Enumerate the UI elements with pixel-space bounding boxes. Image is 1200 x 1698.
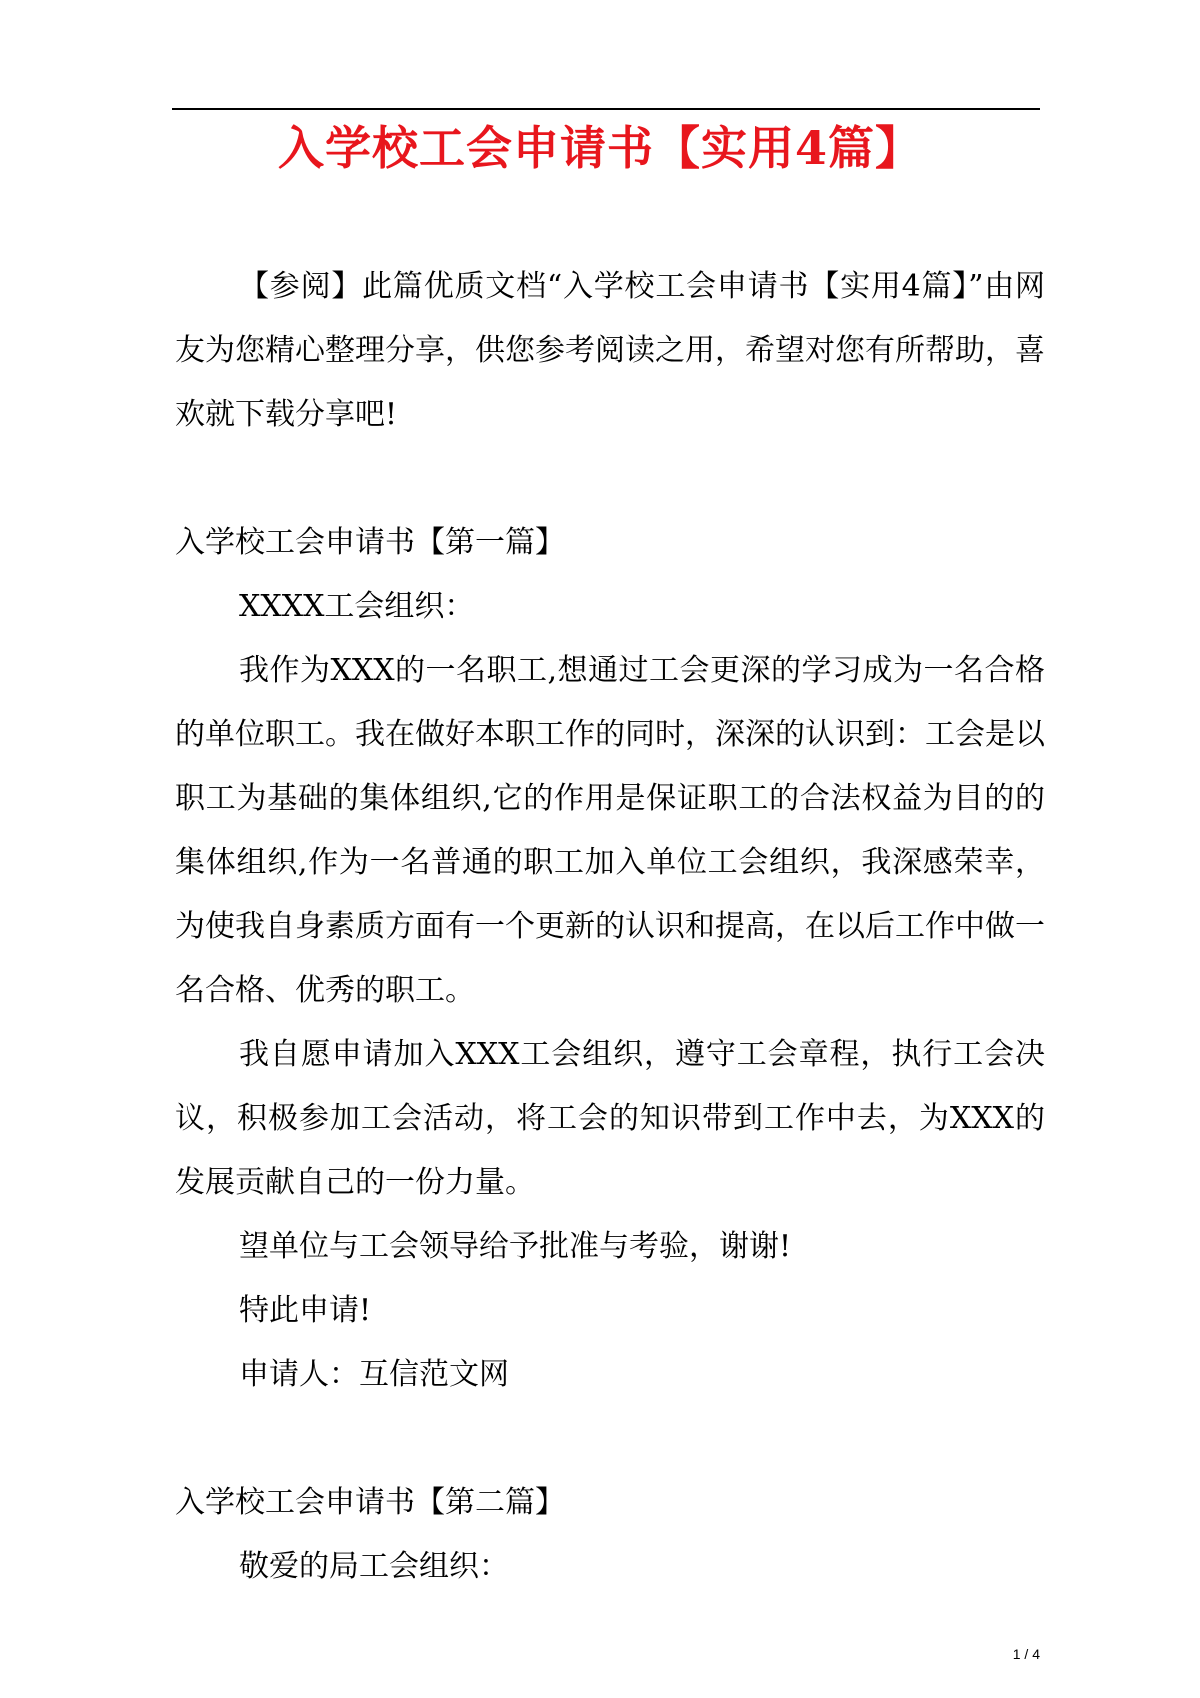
body-paragraph: 我自愿申请加入XXX工会组织，遵守工会章程，执行工会决议，积极参加工会活动，将工会的知识带到工作中去，为XXX的发展贡献自己的一份力量。 [175,1037,1045,1200]
body-paragraph: 特此申请! [239,1293,372,1328]
body-paragraph: 望单位与工会领导给予批准与考验，谢谢! [239,1229,792,1264]
salutation-2: 敬爱的局工会组织： [239,1549,509,1584]
section-heading-2: 入学校工会申请书【第二篇】 [175,1485,565,1520]
section-heading-1: 入学校工会申请书【第一篇】 [175,525,565,560]
document-body [175,255,1045,1599]
intro-paragraph: 【参阅】此篇优质文档“入学校工会申请书【实用4篇】”由网友为您精心整理分享，供您参考阅读之用，希望对您有所帮助，喜欢就下载分享吧! [175,269,1045,432]
salutation-1: XXXX工会组织： [239,589,475,624]
page-number: 1 / 4 [1012,1646,1040,1662]
header-rule [172,108,1040,110]
body-paragraph: 我作为XXX的一名职工,想通过工会更深的学习成为一名合格的单位职工。我在做好本职工作的同时，深深的认识到：工会是以职工为基础的集体组织,它的作用是保证职工的合法权益为目的的集体组织,作为一名普通的职工加入单位工会组织，我深感荣幸，为使我自身素质方面有一个更新的认识和提高，在以后工作中做一名合格、优秀的职工。 [175,653,1045,1008]
document-title: 入学校工会申请书【实用4篇】 [277,121,922,175]
applicant-line: 申请人：互信范文网 [239,1357,509,1392]
